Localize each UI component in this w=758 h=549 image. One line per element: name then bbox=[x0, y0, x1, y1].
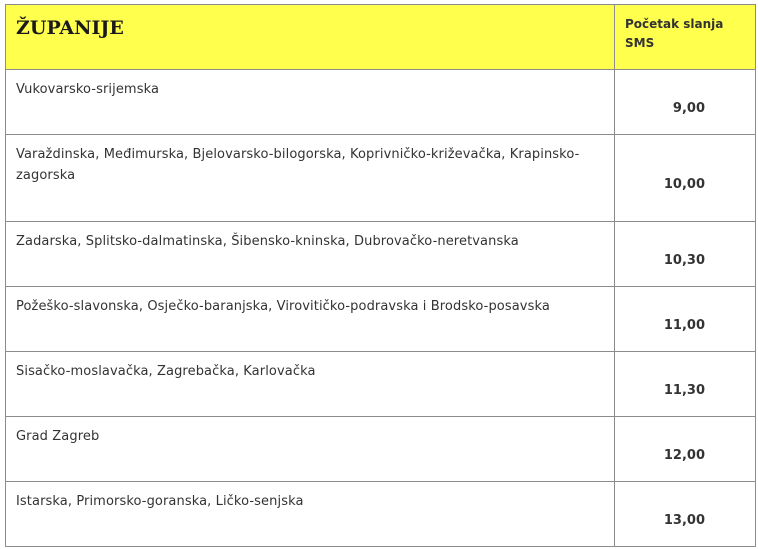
county-cell: Grad Zagreb bbox=[6, 417, 615, 482]
start-time-cell: 12,00 bbox=[615, 417, 756, 482]
start-time-cell: 10,30 bbox=[615, 222, 756, 287]
start-time-column-header: Početak slanja SMS bbox=[615, 5, 756, 70]
start-time-cell: 9,00 bbox=[615, 70, 756, 135]
county-cell: Varaždinska, Međimurska, Bjelovarsko-bilogorska, Koprivničko-križevačka, Krapinsko-zagorska bbox=[6, 135, 615, 222]
table-row bbox=[6, 70, 756, 135]
county-cell: Požeško-slavonska, Osječko-baranjska, Virovitičko-podravska i Brodsko-posavska bbox=[6, 287, 615, 352]
county-cell: Sisačko-moslavačka, Zagrebačka, Karlovačka bbox=[6, 352, 615, 417]
sms-schedule-table bbox=[5, 4, 756, 547]
table-body bbox=[6, 70, 756, 547]
table-header bbox=[6, 5, 756, 70]
table-row bbox=[6, 417, 756, 482]
county-column-header: ŽUPANIJE bbox=[6, 5, 615, 70]
county-cell: Zadarska, Splitsko-dalmatinska, Šibensko-kninska, Dubrovačko-neretvanska bbox=[6, 222, 615, 287]
start-time-cell: 11,00 bbox=[615, 287, 756, 352]
start-time-cell: 13,00 bbox=[615, 482, 756, 547]
start-time-cell: 10,00 bbox=[615, 135, 756, 222]
table-row bbox=[6, 135, 756, 222]
table-row bbox=[6, 287, 756, 352]
table-row bbox=[6, 352, 756, 417]
county-cell: Istarska, Primorsko-goranska, Ličko-senjska bbox=[6, 482, 615, 547]
table-row bbox=[6, 222, 756, 287]
header-row bbox=[6, 5, 756, 70]
start-time-cell: 11,30 bbox=[615, 352, 756, 417]
table-row bbox=[6, 482, 756, 547]
county-cell: Vukovarsko-srijemska bbox=[6, 70, 615, 135]
